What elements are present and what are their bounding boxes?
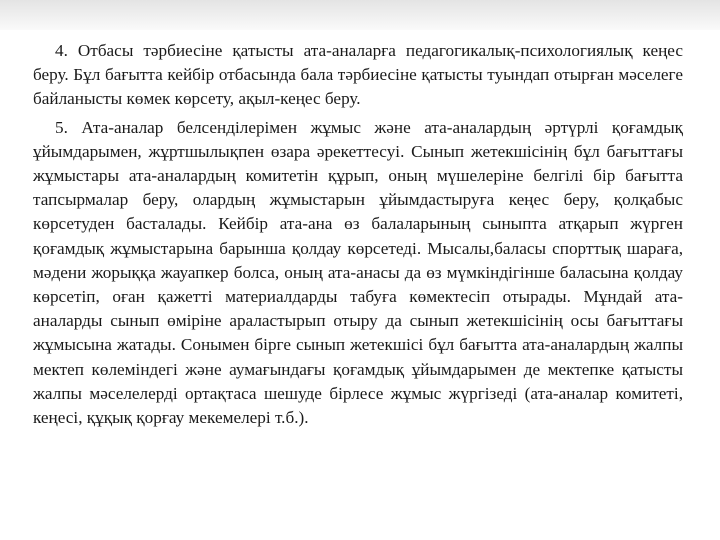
- paragraph-number: 5.: [55, 117, 68, 137]
- paragraph-text: Отбасы тәрбиесіне қатысты ата-аналарға педагогикалық-психологиялық кеңес беру. Бұл бағытта кейбір отбасында бала тәрбиесіне қатысты туындап отырған мәселеге байланысты көмек көрсету, ақыл-кеңес беру.: [33, 41, 683, 109]
- paragraph-4: [33, 39, 683, 112]
- slide-header-band: [0, 0, 720, 30]
- paragraph-text: Ата-аналар белсенділерімен жұмыс және ата-аналардың әртүрлі қоғамдық ұйымдарымен, жұртшылықпен өзара әрекеттесуі. Сынып жетекшісінің бұл бағыттағы жұмыстары ата-аналардың комитетін құрып, оның мүшелеріне белгілі бір бағытта тапсырмалар беру, олардың жұмыстарын ұйымдастыруға кеңес беру, қолқабыс көрсетуден басталады. Кейбір ата-ана өз балаларының сыныпта атқарып жүрген қоғамдық жұмыстарына барынша қолдау көрсетеді. Мысалы,баласы спорттық шараға, мәдени жорыққа жауапкер болса, оның ата-анасы да өз мүмкіндігінше баласына қолдау көрсетіп, оған қажетті материалдарды табуға көмектесіп отырады. Мұндай ата-аналарды сынып өміріне араластырып отыру да сынып жетекшісінің осы бағыттағы жұмысына жатады. Сонымен бірге сынып жетекшісі бұл бағытта ата-аналардың жалпы мектеп көлеміндегі және аумағындағы қоғамдық ұйымдарымен де мектепке қатысты жалпы мәселелерді ортақтаса шешуде бірлесе жұмыс жүргізеді (ата-аналар комитеті, кеңесі, құқық қорғау мекемелері т.б.).: [33, 117, 683, 428]
- slide-body-text: [33, 39, 683, 430]
- paragraph-5: [33, 116, 683, 431]
- paragraph-number: 4.: [55, 41, 68, 60]
